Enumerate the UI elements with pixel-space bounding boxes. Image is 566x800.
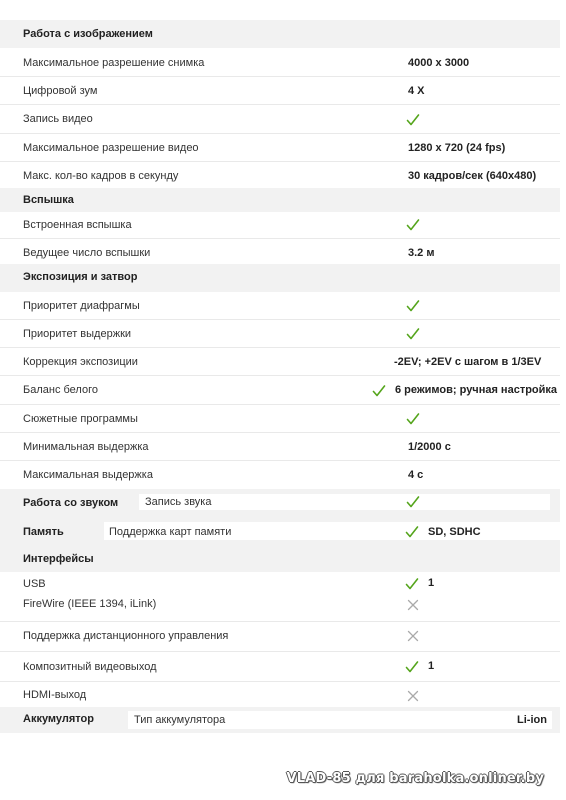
- spec-label: Минимальная выдержка: [23, 441, 149, 453]
- spec-row-composite-out: [0, 652, 560, 682]
- section-exposure: [0, 264, 560, 292]
- spec-label: Запись видео: [23, 113, 93, 125]
- spec-row-guide-number: [0, 239, 560, 264]
- check-icon: [406, 113, 420, 127]
- spec-value: 4 с: [408, 469, 424, 481]
- section-interfaces: [0, 546, 560, 572]
- spec-row-shutter-priority: [0, 320, 560, 348]
- cross-icon: [407, 630, 419, 642]
- section-image: [0, 20, 560, 48]
- section-memory: [0, 516, 560, 546]
- spec-label: Приоритет выдержки: [23, 328, 132, 340]
- spec-label: HDMI-выход: [23, 689, 87, 701]
- spec-row-builtin-flash: [0, 212, 560, 239]
- spec-row-exposure-compensation: [0, 348, 560, 376]
- spec-label: Ведущее число вспышки: [23, 247, 151, 259]
- spec-row-max-shutter: [0, 461, 560, 489]
- spec-value: 4000 x 3000: [408, 57, 470, 69]
- check-icon: [372, 384, 386, 398]
- spec-label: Тип аккумулятора: [134, 714, 226, 726]
- section-title: Память: [23, 526, 64, 538]
- spec-label: Приоритет диафрагмы: [23, 300, 140, 312]
- spec-row-video-recording: [0, 105, 560, 134]
- spec-label: Макс. кол-во кадров в секунду: [23, 170, 179, 182]
- watermark: VLAD-85 для baraholka.onliner.by: [286, 771, 544, 786]
- spec-value: SD, SDHC: [428, 526, 481, 538]
- check-icon: [406, 412, 420, 426]
- section-sound: [0, 489, 560, 516]
- spec-value: 3.2 м: [408, 247, 435, 259]
- check-icon: [406, 327, 420, 341]
- spec-row-firewire: [0, 594, 560, 622]
- spec-label: Максимальная выдержка: [23, 469, 153, 481]
- spec-value: 30 кадров/сек (640x480): [408, 170, 537, 182]
- spec-row-hdmi: [0, 682, 560, 707]
- check-icon: [405, 660, 419, 674]
- spec-label: Поддержка карт памяти: [109, 526, 232, 538]
- spec-row-max-video-resolution: [0, 134, 560, 162]
- spec-value: 1280 x 720 (24 fps): [408, 142, 506, 154]
- check-icon: [405, 525, 419, 539]
- spec-row-remote-control: [0, 622, 560, 652]
- check-icon: [405, 577, 419, 591]
- check-icon: [406, 299, 420, 313]
- cross-icon: [407, 690, 419, 702]
- spec-value: 1: [428, 660, 435, 672]
- spec-label: Баланс белого: [23, 384, 98, 396]
- spec-label: USB: [23, 578, 46, 590]
- spec-label: FireWire (IEEE 1394, iLink): [23, 598, 157, 610]
- spec-label: Максимальное разрешение снимка: [23, 57, 205, 69]
- spec-row-max-resolution: [0, 48, 560, 77]
- spec-value: 1: [428, 577, 435, 589]
- spec-value: Li-ion: [517, 714, 547, 726]
- section-battery: [0, 707, 560, 733]
- spec-label: Композитный видеовыход: [23, 661, 157, 673]
- section-title: Интерфейсы: [23, 553, 94, 565]
- spec-value: -2EV; +2EV с шагом в 1/3EV: [394, 356, 542, 368]
- section-title: Экспозиция и затвор: [23, 271, 138, 283]
- spec-label: Запись звука: [145, 496, 212, 508]
- section-title: Работа со звуком: [23, 497, 119, 509]
- cross-icon: [407, 599, 419, 611]
- check-icon: [406, 218, 420, 232]
- spec-label: Максимальное разрешение видео: [23, 142, 199, 154]
- spec-row-max-fps: [0, 162, 560, 188]
- section-title: Работа с изображением: [23, 28, 153, 40]
- section-title: Аккумулятор: [23, 713, 94, 725]
- spec-label: Поддержка дистанционного управления: [23, 630, 229, 642]
- spec-value: 4 X: [408, 85, 425, 97]
- spec-row-usb: [0, 572, 560, 594]
- spec-row-digital-zoom: [0, 77, 560, 105]
- spec-row-min-shutter: [0, 433, 560, 461]
- spec-row-white-balance: [0, 376, 560, 405]
- check-icon: [406, 495, 420, 509]
- spec-label: Встроенная вспышка: [23, 219, 132, 231]
- spec-label: Цифровой зум: [23, 85, 98, 97]
- section-flash: [0, 188, 560, 212]
- spec-value: 6 режимов; ручная настройка: [395, 384, 558, 396]
- section-title: Вспышка: [23, 194, 74, 206]
- spec-label: Сюжетные программы: [23, 413, 138, 425]
- spec-row-aperture-priority: [0, 292, 560, 320]
- spec-value: 1/2000 с: [408, 441, 451, 453]
- spec-row-scene-modes: [0, 405, 560, 433]
- spec-label: Коррекция экспозиции: [23, 356, 138, 368]
